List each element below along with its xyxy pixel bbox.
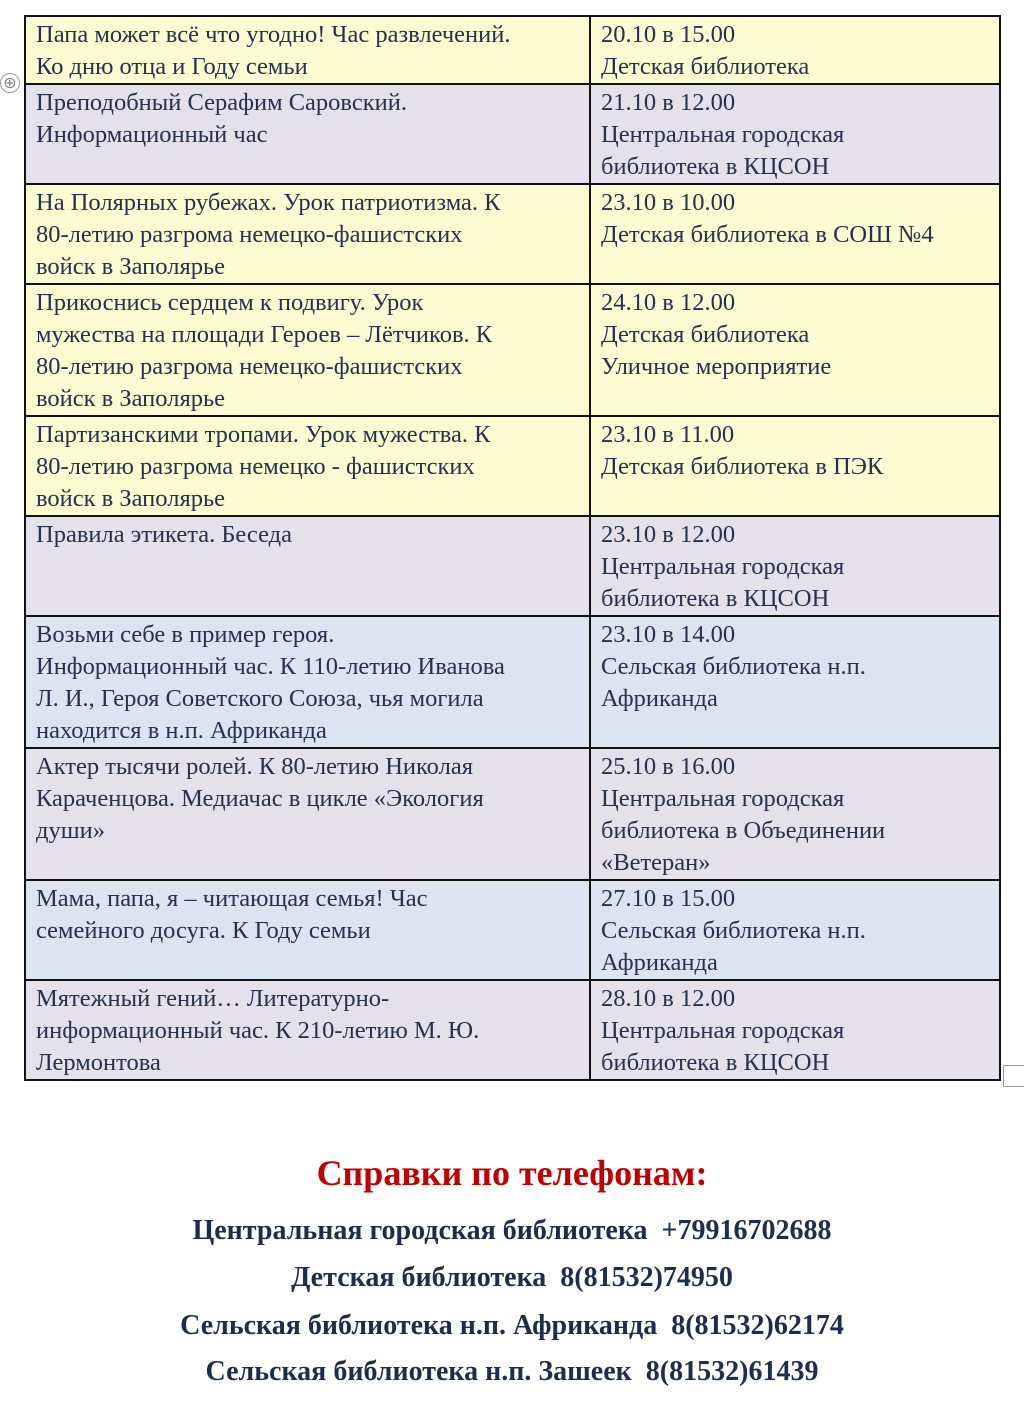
event-title-cell: Прикоснись сердцем к подвигу. Урок мужества на площади Героев – Лётчиков. К 80-летию разгрома немецко-фашистских войск в Заполярье — [25, 284, 590, 416]
contact-line: Сельская библиотека н.п. Африканда 8(81532)62174 — [180, 1310, 844, 1341]
table-row — [25, 184, 1000, 284]
table-row — [25, 748, 1000, 880]
contacts-title: Справки по телефонам: — [316, 1153, 708, 1193]
event-time-place-cell: 23.10 в 14.00 Сельская библиотека н.п. Африканда — [590, 616, 1000, 748]
event-title-cell: Партизанскими тропами. Урок мужества. К 80-летию разгрома немецко - фашистских войск в Заполярье — [25, 416, 590, 516]
event-title-cell: Правила этикета. Беседа — [25, 516, 590, 616]
event-time-place-cell: 27.10 в 15.00 Сельская библиотека н.п. Африканда — [590, 880, 1000, 980]
event-time-place-cell: 23.10 в 10.00 Детская библиотека в СОШ №4 — [590, 184, 1000, 284]
contact-line: Детская библиотека 8(81532)74950 — [291, 1262, 733, 1293]
table-row — [25, 416, 1000, 516]
event-time-place-cell: 23.10 в 12.00 Центральная городская библиотека в КЦСОН — [590, 516, 1000, 616]
event-title-cell: Папа может всё что угодно! Час развлечений. Ко дню отца и Году семьи — [25, 16, 590, 84]
table-row — [25, 284, 1000, 416]
event-title-cell: Актер тысячи ролей. К 80-летию Николая Караченцова. Медиачас в цикле «Экология души» — [25, 748, 590, 880]
event-time-place-cell: 20.10 в 15.00 Детская библиотека — [590, 16, 1000, 84]
event-title-cell: Мятежный гений… Литературно- информационный час. К 210-летию М. Ю. Лермонтова — [25, 980, 590, 1080]
table-move-handle-icon[interactable]: ⊕ — [0, 73, 20, 93]
event-title-cell: На Полярных рубежах. Урок патриотизма. К 80-летию разгрома немецко-фашистских войск в Заполярье — [25, 184, 590, 284]
table-row — [25, 84, 1000, 184]
contact-line: Сельская библиотека н.п. Зашеек 8(81532)61439 — [205, 1356, 819, 1387]
events-table — [24, 15, 1001, 1081]
event-time-place-cell: 21.10 в 12.00 Центральная городская библиотека в КЦСОН — [590, 84, 1000, 184]
event-title-cell: Преподобный Серафим Саровский. Информационный час — [25, 84, 590, 184]
table-row — [25, 980, 1000, 1080]
event-title-cell: Мама, папа, я – читающая семья! Час семейного досуга. К Году семьи — [25, 880, 590, 980]
event-time-place-cell: 24.10 в 12.00 Детская библиотека Уличное мероприятие — [590, 284, 1000, 416]
contact-line: Центральная городская библиотека +79916702688 — [192, 1215, 832, 1246]
event-time-place-cell: 28.10 в 12.00 Центральная городская библиотека в КЦСОН — [590, 980, 1000, 1080]
event-time-place-cell: 25.10 в 16.00 Центральная городская библиотека в Объединении «Ветеран» — [590, 748, 1000, 880]
table-row — [25, 616, 1000, 748]
table-row — [25, 880, 1000, 980]
table-row — [25, 16, 1000, 84]
table-resize-handle[interactable] — [1003, 1065, 1024, 1087]
event-time-place-cell: 23.10 в 11.00 Детская библиотека в ПЭК — [590, 416, 1000, 516]
event-title-cell: Возьми себе в пример героя. Информационный час. К 110-летию Иванова Л. И., Героя Советского Союза, чья могила находится в н.п. Африканда — [25, 616, 590, 748]
table-row — [25, 516, 1000, 616]
